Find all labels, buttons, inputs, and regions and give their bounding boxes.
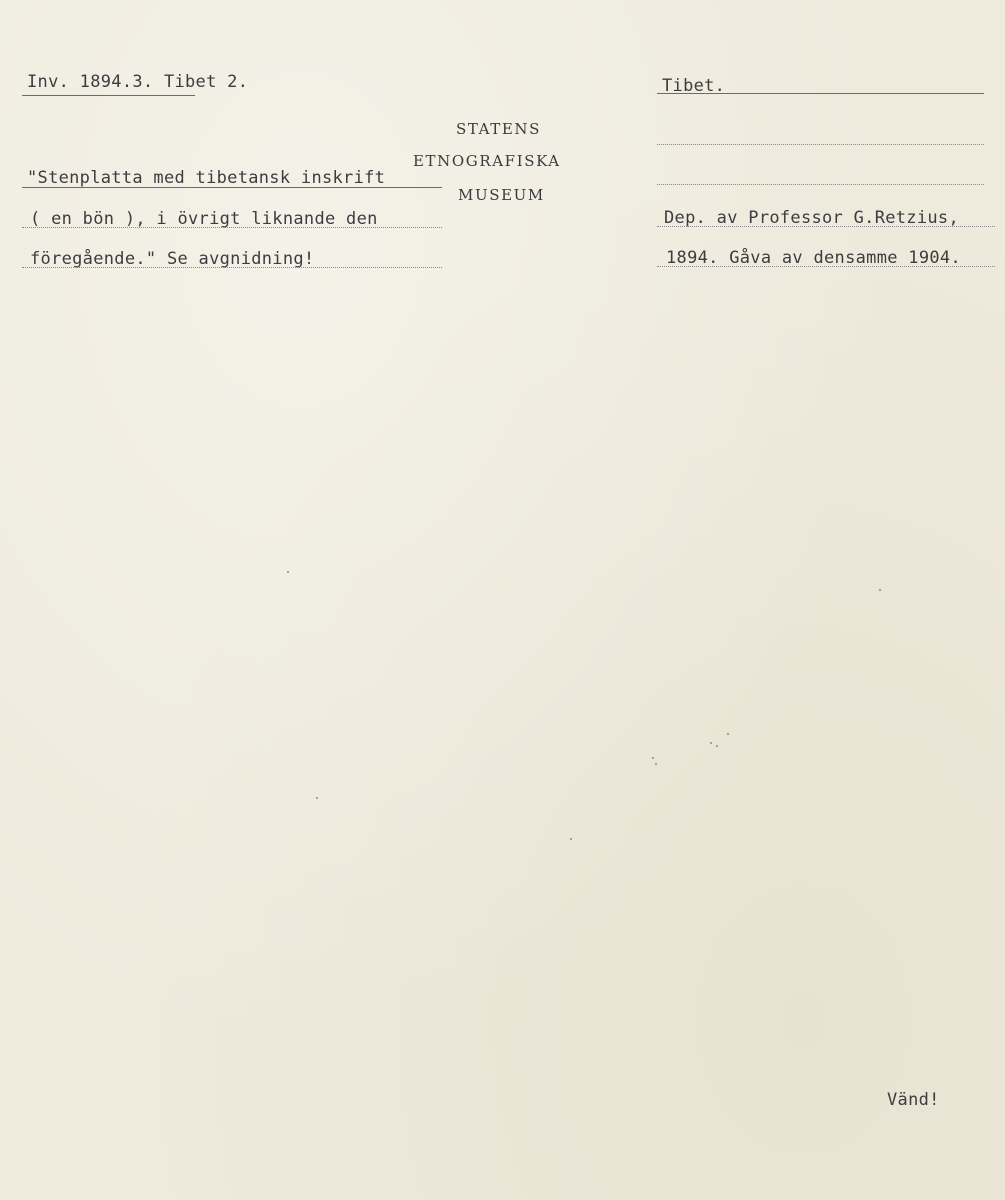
description-underline-2 xyxy=(22,227,442,228)
description-line-2: ( en bön ), i övrigt liknande den xyxy=(30,209,378,229)
inventory-number: Inv. 1894.3. Tibet 2. xyxy=(27,72,249,92)
paper-speck xyxy=(316,797,318,799)
inventory-underline xyxy=(22,95,195,96)
region-label: Tibet. xyxy=(662,76,726,96)
paper-speck xyxy=(652,757,654,759)
region-underline xyxy=(657,93,984,94)
paper-speck xyxy=(710,742,712,744)
description-line-1: "Stenplatta med tibetansk inskrift xyxy=(27,168,386,188)
paper-speck xyxy=(716,745,718,747)
paper-speck xyxy=(655,763,657,765)
provenance-underline-2 xyxy=(657,266,995,267)
provenance-underline-1 xyxy=(657,226,995,227)
museum-stamp-line-1: STATENS xyxy=(456,120,542,138)
paper-speck xyxy=(570,838,572,840)
description-underline-1 xyxy=(22,187,442,188)
provenance-line-2: 1894. Gåva av densamme 1904. xyxy=(666,248,961,268)
provenance-line-1: Dep. av Professor G.Retzius, xyxy=(664,208,959,228)
blank-line-2 xyxy=(657,184,984,185)
paper-speck xyxy=(727,733,729,735)
paper-speck xyxy=(879,589,881,591)
museum-stamp-line-2: ETNOGRAFISKA xyxy=(413,152,561,170)
turn-over-note: Vänd! xyxy=(887,1090,940,1110)
description-line-3: föregående." Se avgnidning! xyxy=(30,249,315,269)
paper-speck xyxy=(287,571,289,573)
blank-line-1 xyxy=(657,144,984,145)
museum-stamp-line-3: MUSEUM xyxy=(458,186,545,204)
description-underline-3 xyxy=(22,267,442,268)
